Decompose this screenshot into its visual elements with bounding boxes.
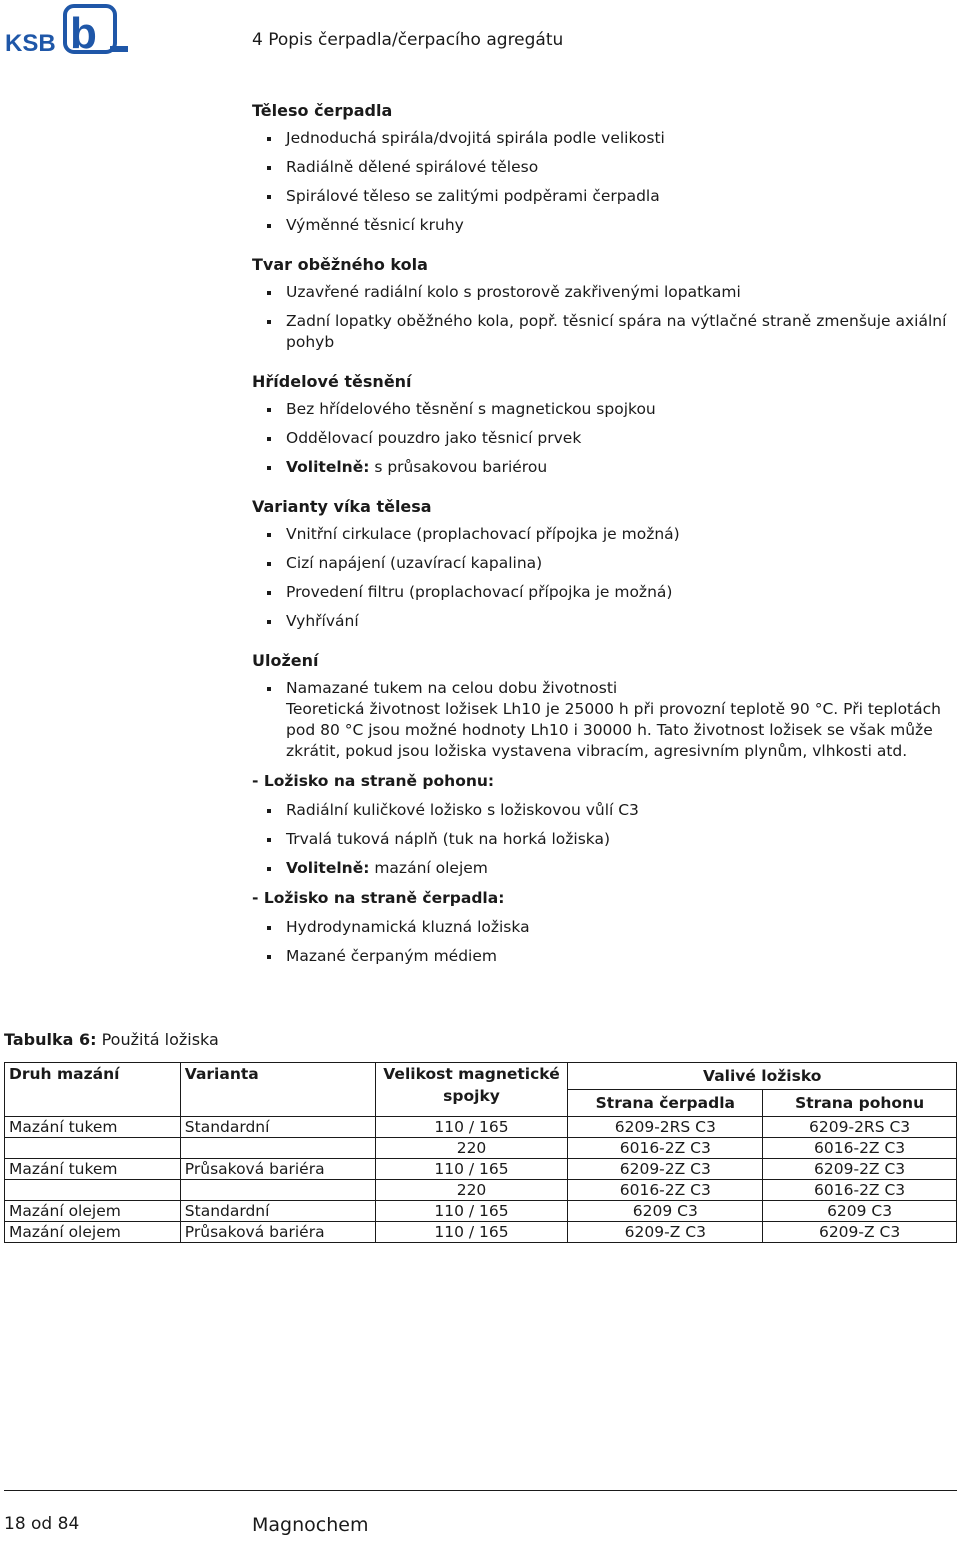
pump-side-heading: - Ložisko na straně čerpadla: (252, 889, 505, 907)
table-cell: 110 / 165 (375, 1117, 568, 1138)
table-cell: 110 / 165 (375, 1201, 568, 1222)
svg-text:b: b (70, 9, 97, 56)
bullet-list (252, 524, 957, 632)
list-item: Uzavřené radiální kolo s prostorově zakřivenými lopatkami (252, 282, 957, 303)
optional-text: s průsakovou bariérou (369, 458, 548, 476)
table-cell: 110 / 165 (375, 1159, 568, 1180)
list-item: Oddělovací pouzdro jako těsnicí prvek (252, 428, 957, 449)
bullet-list (252, 678, 957, 762)
section-heading: Uložení (252, 651, 319, 670)
ksb-logo (2, 2, 130, 56)
table-cell (180, 1138, 375, 1159)
table-cell: 6016-2Z C3 (763, 1180, 957, 1201)
table-row (5, 1159, 957, 1180)
section-bearing (252, 650, 957, 967)
table-cell: 220 (375, 1180, 568, 1201)
table-caption-text: Použitá ložiska (96, 1030, 219, 1049)
table-cell: Průsaková bariéra (180, 1159, 375, 1180)
list-item: Provedení filtru (proplachovací přípojka je možná) (252, 582, 957, 603)
table-cell (5, 1138, 181, 1159)
section-heading: Varianty víka tělesa (252, 497, 432, 516)
grease-detail: Teoretická životnost ložisek Lh10 je 25000 h při provozní teplotě 90 °C. Při teplotách pod 80 °C jsou možné hodnoty Lh10 i 30000 h. Tato životnost ložisek se však může zkrátit, pokud jsou ložiska vystavena vibracím, agresivním plynům, vlhkosti atd. (286, 700, 941, 760)
table-row (5, 1222, 957, 1243)
table-cell: Mazání tukem (5, 1159, 181, 1180)
page-number: 18 od 84 (4, 1514, 80, 1534)
list-item: Trvalá tuková náplň (tuk na horká ložiska) (252, 829, 957, 850)
table-row (5, 1201, 957, 1222)
header-rolling-bearing: Valivé ložisko (568, 1063, 957, 1090)
table-cell (180, 1180, 375, 1201)
section-shaft-seal (252, 371, 957, 478)
table-caption (4, 1030, 219, 1049)
list-item: Radiálně dělené spirálové těleso (252, 157, 957, 178)
section-heading: Těleso čerpadla (252, 101, 393, 120)
table-cell: 6209 C3 (763, 1201, 957, 1222)
section-heading: Tvar oběžného kola (252, 255, 428, 274)
bearings-table (4, 1062, 957, 1243)
list-item: Cizí napájení (uzavírací kapalina) (252, 553, 957, 574)
bullet-list (252, 128, 957, 236)
table-cell: Mazání tukem (5, 1117, 181, 1138)
table-cell: 6209-Z C3 (763, 1222, 957, 1243)
list-item: Radiální kuličkové ložisko s ložiskovou vůlí C3 (252, 800, 957, 821)
table-row (5, 1180, 957, 1201)
table-header-row (5, 1063, 957, 1090)
table-cell: 6209-2Z C3 (763, 1159, 957, 1180)
list-item: Spirálové těleso se zalitými podpěrami čerpadla (252, 186, 957, 207)
grease-item: Namazané tukem na celou dobu životnosti (286, 679, 618, 697)
table-cell: 6016-2Z C3 (568, 1138, 763, 1159)
table-row (5, 1117, 957, 1138)
bullet-list (252, 800, 957, 879)
table-cell: Standardní (180, 1117, 375, 1138)
table-cell: 6016-2Z C3 (568, 1180, 763, 1201)
list-item-optional (252, 858, 957, 879)
page-header-title: 4 Popis čerpadla/čerpacího agregátu (252, 30, 564, 50)
table-cell: 220 (375, 1138, 568, 1159)
list-item: Mazané čerpaným médiem (252, 946, 957, 967)
list-item-grease (252, 678, 957, 762)
section-heading: Hřídelové těsnění (252, 372, 412, 391)
table-cell: 6209-2RS C3 (568, 1117, 763, 1138)
section-impeller (252, 254, 957, 353)
header-coupling-size: Velikost magnetické spojky (375, 1063, 568, 1117)
table-cell: 6016-2Z C3 (763, 1138, 957, 1159)
table-cell: 6209-2Z C3 (568, 1159, 763, 1180)
table-cell: 6209-Z C3 (568, 1222, 763, 1243)
optional-text: mazání olejem (369, 859, 488, 877)
header-lubrication: Druh mazání (5, 1063, 181, 1117)
list-item: Hydrodynamická kluzná ložiska (252, 917, 957, 938)
table-cell: 6209-2RS C3 (763, 1117, 957, 1138)
header-pump-side: Strana čerpadla (568, 1090, 763, 1117)
list-item-optional (252, 457, 957, 478)
list-item: Jednoduchá spirála/dvojitá spirála podle velikosti (252, 128, 957, 149)
table-cell: Mazání olejem (5, 1201, 181, 1222)
table-cell: Mazání olejem (5, 1222, 181, 1243)
table-caption-label: Tabulka 6: (4, 1030, 97, 1049)
list-item: Zadní lopatky oběžného kola, popř. těsnicí spára na výtlačné straně zmenšuje axiální pohyb (252, 311, 957, 353)
list-item: Bez hřídelového těsnění s magnetickou spojkou (252, 399, 957, 420)
header-variant: Varianta (180, 1063, 375, 1117)
section-cover-variants (252, 496, 957, 632)
bullet-list (252, 282, 957, 353)
optional-label: Volitelně: (286, 458, 370, 476)
footer-product-name: Magnochem (252, 1514, 369, 1536)
bullet-list (252, 399, 957, 478)
list-item: Vyhřívání (252, 611, 957, 632)
section-pump-casing (252, 100, 957, 236)
main-content (252, 100, 957, 985)
table-cell: Standardní (180, 1201, 375, 1222)
header-drive-side: Strana pohonu (763, 1090, 957, 1117)
footer-divider (4, 1490, 957, 1491)
list-item: Výměnné těsnicí kruhy (252, 215, 957, 236)
optional-label: Volitelně: (286, 859, 370, 877)
table-cell: Průsaková bariéra (180, 1222, 375, 1243)
bullet-list (252, 917, 957, 967)
list-item: Vnitřní cirkulace (proplachovací přípojka je možná) (252, 524, 957, 545)
table-cell: 110 / 165 (375, 1222, 568, 1243)
table-cell (5, 1180, 181, 1201)
drive-side-heading: - Ložisko na straně pohonu: (252, 772, 495, 790)
ksb-logo-text: KSB (5, 30, 56, 56)
table-cell: 6209 C3 (568, 1201, 763, 1222)
table-row (5, 1138, 957, 1159)
